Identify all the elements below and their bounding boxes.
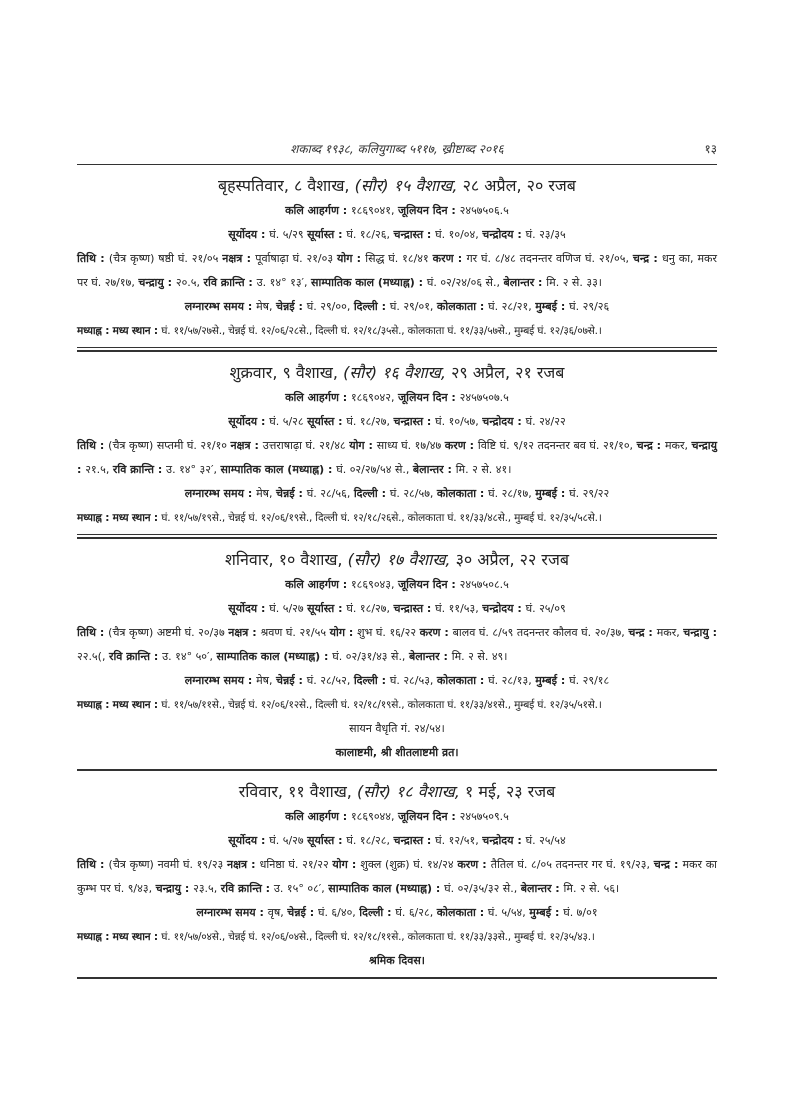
page-number: १३ [704, 142, 717, 156]
field-label: मध्याह्न : मध्य स्थान : [77, 931, 162, 943]
field-label: बेलान्तर : [408, 650, 452, 663]
field-value: मेष, [256, 300, 277, 313]
field-value: घं. २८/५३, [389, 674, 437, 687]
day-entry [77, 779, 717, 979]
field-label: तिथि : [77, 626, 109, 639]
field-value: घं. ५/२७ [269, 602, 308, 615]
day-title-post: ३० अप्रैल, २२ रजब [450, 550, 569, 569]
field-value: घं. ११/५३, [435, 602, 483, 615]
field-value: (चैत्र कृष्ण) षष्ठी घं. २१/०५ [108, 252, 223, 265]
field-value: १८६९०४३, [350, 578, 398, 591]
field-value: बालव घं. ८/५९ तदनन्तर कौलव घं. २०/३७, [452, 626, 629, 639]
field-label: साम्पातिक काल (मध्याह्न) : [311, 276, 427, 289]
field-value: घं. २३/३५ [525, 228, 566, 241]
field-label: योग : [332, 858, 361, 871]
day-entry [77, 173, 717, 352]
day-title-italic: (सौर) १८ वैशाख, [356, 782, 460, 801]
field-label: तिथि : [77, 858, 109, 871]
field-value: घं. ५/५४, [487, 906, 530, 919]
field-value: घं. २९/००, [306, 300, 354, 313]
header-rule [77, 164, 717, 165]
day-title-pre: शनिवार, १० वैशाख, [225, 550, 348, 569]
field-label: बेलान्तर : [503, 276, 547, 289]
field-value: धनिष्ठा घं. २१/२२ [259, 858, 333, 871]
field-label: साम्पातिक काल (मध्याह्न) : [216, 650, 333, 663]
field-label: चन्द्रायु : [683, 626, 717, 639]
field-label: कोलकाता : [436, 674, 489, 687]
field-value: घं. ०२/३१/४३ से., [332, 650, 409, 663]
field-label: नक्षत्र : [230, 439, 263, 452]
field-value: घं. ६/४०, [317, 906, 360, 919]
field-label: चन्द्रोदय : [482, 415, 526, 428]
field-value: घं. ६/२८, [395, 906, 437, 919]
section-divider [77, 534, 717, 539]
field-value: मि. २ से. ४१। [455, 463, 512, 476]
field-label: योग : [329, 626, 358, 639]
day-entry [77, 547, 717, 771]
field-label: कलि आहर्गण : [285, 204, 351, 217]
day-line-ln [77, 949, 717, 973]
field-value: पूर्वाषाढ़ा घं. २१/०३ [255, 252, 337, 265]
day-line-madh [77, 925, 717, 949]
field-value: मि. २ से. ३३। [546, 276, 602, 289]
field-value: घं. ११/५७/११से., चेन्नई घं. १२/०६/१२से., दिल्ली घं. १२/१८/१९से., कोलकाता घं. ११/३३/४१से., मुम्बई घं. १२/३५/५१से.। [161, 699, 602, 711]
section-divider [77, 769, 717, 771]
field-value: घं. २४/२२ [525, 415, 566, 428]
field-value: (चैत्र कृष्ण) सप्तमी घं. २१/१० [108, 439, 231, 452]
field-label: करण : [432, 252, 467, 265]
field-value: शुभ घं. १६/२२ [357, 626, 420, 639]
field-value: मि. २ से. ४९। [451, 650, 508, 663]
field-value: घं. १२/५१, [435, 834, 483, 847]
field-value: घं. ७/०१ [563, 906, 598, 919]
field-label: मुम्बई : [535, 674, 570, 687]
field-value: २४५७५०७.५ [459, 391, 509, 404]
field-value: घं. १८/२८, [346, 834, 394, 847]
field-label: सूर्यास्त : [307, 415, 347, 428]
field-label: सूर्योदय : [228, 415, 270, 428]
field-value: घं. २८/२१, [488, 300, 536, 313]
field-label: कालाष्टमी, श्री शीतलाष्टमी व्रत। [335, 746, 459, 759]
field-value: घं. १८/२६, [346, 228, 394, 241]
field-value: उ. १४° ३२′, [166, 463, 221, 476]
day-line-ln [77, 829, 717, 853]
field-value: सिद्ध घं. १८/४१ [365, 252, 433, 265]
day-line-ln [77, 573, 717, 597]
field-value: घं. २८/५६, [306, 487, 354, 500]
day-title [77, 173, 717, 199]
field-label: तिथि : [77, 252, 109, 265]
field-value: २४५७५०८.५ [459, 578, 509, 591]
section-divider [77, 977, 717, 979]
field-value: २३.५, [193, 882, 221, 895]
field-label: चन्द्रायु : [155, 882, 194, 895]
field-label: चेन्नई : [276, 300, 307, 313]
field-label: चन्द्रोदय : [482, 834, 526, 847]
field-value: (चैत्र कृष्ण) नवमी घं. १९/२३ [108, 858, 227, 871]
field-label: सूर्योदय : [228, 602, 270, 615]
day-title-post: १ मई, २३ रजब [459, 782, 556, 801]
field-label: श्रमिक दिवस। [369, 954, 425, 967]
day-line-ln [77, 805, 717, 829]
day-line-ln [77, 386, 717, 410]
day-title [77, 360, 717, 386]
field-value: १८६९०४२, [350, 391, 398, 404]
field-value: मकर का कुम्भ पर घं. ९/४३, [77, 858, 718, 895]
field-value: २४५७५०६.५ [459, 204, 509, 217]
field-value: १८६९०४१, [350, 204, 398, 217]
field-value: उ. १४° ५०′, [162, 650, 217, 663]
field-label: मुम्बई : [535, 300, 570, 313]
field-value: घं. ११/५७/१९से., चेन्नई घं. १२/०६/१९से., दिल्ली घं. १२/१८/२६से., कोलकाता घं. ११/३३/४८से., मुम्बई घं. १२/३५/५८से.। [161, 512, 602, 524]
field-label: चन्द्र : [628, 626, 657, 639]
field-label: साम्पातिक काल (मध्याह्न) : [220, 463, 337, 476]
field-label: सूर्योदय : [228, 834, 270, 847]
day-line-ln [77, 901, 717, 925]
field-label: चेन्नई : [276, 487, 307, 500]
day-entry [77, 360, 717, 539]
field-value: मेष, [256, 674, 277, 687]
field-label: तिथि : [77, 439, 109, 452]
day-line-para [77, 853, 717, 901]
field-label: जूलियन दिन : [398, 204, 460, 217]
day-title-pre: रविवार, ११ वैशाख, [238, 782, 357, 801]
header-title: शकाब्द १९३८, कलियुगाब्द ५११७, ख्रीष्टाब्द २०१६ [290, 142, 504, 156]
field-label: रवि क्रान्ति : [203, 276, 257, 289]
day-line-ln [77, 717, 717, 741]
field-label: चन्द्रायु : [138, 276, 176, 289]
field-value: घं. १०/०४, [435, 228, 483, 241]
field-label: चन्द्रास्त : [393, 834, 436, 847]
field-label: मुम्बई : [535, 487, 570, 500]
field-label: बेलान्तर : [520, 882, 564, 895]
day-entries [77, 173, 717, 979]
field-label: चन्द्रास्त : [393, 415, 436, 428]
field-value: मेष, [256, 487, 277, 500]
field-value: घं. २९/१८ [569, 674, 610, 687]
field-value: शुक्ल (शुक्र) घं. १४/२४ [360, 858, 458, 871]
field-value: गर घं. ८/४८ तदनन्तर वणिज घं. २१/०५, [466, 252, 633, 265]
field-label: करण : [457, 858, 491, 871]
field-value: घं. ५/२७ [269, 834, 308, 847]
day-line-madh [77, 693, 717, 717]
field-label: मध्याह्न : मध्य स्थान : [77, 699, 162, 711]
field-label: चेन्नई : [287, 906, 318, 919]
field-label: मध्याह्न : मध्य स्थान : [77, 325, 162, 337]
day-line-ln [77, 295, 717, 319]
field-value: घं. २९/०१, [389, 300, 437, 313]
field-value: घं. २८/१३, [488, 674, 536, 687]
field-value: (चैत्र कृष्ण) अष्टमी घं. २०/३७ [108, 626, 229, 639]
field-label: चन्द्र : [632, 252, 662, 265]
field-value: २१.५, [85, 463, 113, 476]
field-label: कलि आहर्गण : [285, 578, 351, 591]
field-label: चन्द्र : [636, 439, 665, 452]
field-label: नक्षत्र : [222, 252, 256, 265]
field-label: लग्नारम्भ समय : [184, 487, 257, 500]
day-title [77, 547, 717, 573]
day-line-madh [77, 506, 717, 530]
field-label: रवि क्रान्ति : [108, 650, 163, 663]
field-label: चन्द्रास्त : [393, 602, 436, 615]
field-value: घं. २९/२२ [569, 487, 610, 500]
field-label: लग्नारम्भ समय : [184, 674, 257, 687]
day-line-para [77, 621, 717, 669]
field-value: घं. १८/२७, [346, 415, 394, 428]
day-title [77, 779, 717, 805]
field-label: योग : [336, 252, 366, 265]
day-title-italic: (सौर) १६ वैशाख, [343, 363, 446, 382]
day-line-ln [77, 223, 717, 247]
field-label: नक्षत्र : [227, 858, 260, 871]
field-label: रवि क्रान्ति : [220, 882, 274, 895]
field-label: दिल्ली : [353, 674, 390, 687]
field-label: दिल्ली : [359, 906, 396, 919]
day-line-madh [77, 319, 717, 343]
field-label: कोलकाता : [436, 300, 489, 313]
field-value: तैतिल घं. ८/०५ तदनन्तर गर घं. १९/२३, [490, 858, 654, 871]
field-label: जूलियन दिन : [398, 578, 460, 591]
field-label: सूर्यास्त : [307, 602, 347, 615]
field-label: चन्द्रास्त : [393, 228, 436, 241]
day-title-pre: शुक्रवार, ९ वैशाख, [229, 363, 344, 382]
field-value: घं. ०२/३५/३२ से., [444, 882, 521, 895]
field-value: घं. २९/२६ [569, 300, 610, 313]
field-value: उ. १५° ०८′, [273, 882, 329, 895]
field-label: साम्पातिक काल (मध्याह्न) : [328, 882, 445, 895]
field-label: कोलकाता : [436, 487, 489, 500]
day-line-para [77, 247, 717, 295]
field-label: योग : [349, 439, 377, 452]
field-label: सूर्योदय : [228, 228, 270, 241]
field-value: उत्तराषाढ़ा घं. २१/४८ [262, 439, 350, 452]
section-divider [77, 347, 717, 352]
field-value: घं. २८/५२, [306, 674, 354, 687]
field-value: घं. ०२/२७/५४ से., [336, 463, 413, 476]
field-label: जूलियन दिन : [398, 391, 460, 404]
field-label: चेन्नई : [276, 674, 307, 687]
day-line-ln [77, 482, 717, 506]
field-value: घं. ५/२९ [269, 228, 308, 241]
field-label: कोलकाता : [436, 906, 488, 919]
field-value: घं. ५/२८ [269, 415, 308, 428]
field-label: कलि आहर्गण : [285, 810, 351, 823]
day-line-ln [77, 410, 717, 434]
day-title-italic: (सौर) १७ वैशाख, [347, 550, 451, 569]
field-label: दिल्ली : [353, 300, 390, 313]
field-label: बेलान्तर : [412, 463, 456, 476]
day-title-post: २८ अप्रैल, २० रजब [457, 176, 576, 195]
field-label: नक्षत्र : [228, 626, 261, 639]
day-line-para [77, 434, 717, 482]
field-label: रवि क्रान्ति : [112, 463, 167, 476]
day-title-post: २९ अप्रैल, २१ रजब [445, 363, 565, 382]
field-value: साध्य घं. १७/४७ [376, 439, 445, 452]
field-value: २४५७५०९.५ [459, 810, 509, 823]
field-value: मकर, [664, 439, 692, 452]
day-line-ln [77, 669, 717, 693]
field-label: करण : [419, 626, 453, 639]
field-label: दिल्ली : [353, 487, 390, 500]
field-label: जूलियन दिन : [398, 810, 460, 823]
field-value: सायन वैधृति गं. २४/५४। [349, 722, 445, 735]
day-title-italic: (सौर) १५ वैशाख, [354, 176, 458, 195]
field-value: घं. ११/५७/०४से., चेन्नई घं. १२/०६/०४से., दिल्ली घं. १२/१८/११से., कोलकाता घं. ११/३३/३३से., मुम्बई घं. १२/३५/४३.। [161, 931, 595, 943]
field-label: चन्द्र : [653, 858, 683, 871]
calendar-page [77, 140, 717, 979]
day-title-pre: बृहस्पतिवार, ८ वैशाख, [218, 176, 355, 195]
field-label: चन्द्रायु : [77, 439, 717, 476]
field-label: कलि आहर्गण : [285, 391, 351, 404]
field-label: मध्याह्न : मध्य स्थान : [77, 512, 162, 524]
field-value: २०.५, [175, 276, 204, 289]
field-value: १८६९०४४, [350, 810, 398, 823]
field-value: घं. २५/५४ [525, 834, 566, 847]
field-value: घं. २८/१७, [488, 487, 536, 500]
field-label: मुम्बई : [529, 906, 564, 919]
field-value: मि. २ से. ५६। [563, 882, 620, 895]
field-value: २२.५(, [77, 650, 109, 663]
field-value: श्रवण घं. २१/५५ [260, 626, 330, 639]
field-value: घं. १८/२७, [346, 602, 394, 615]
day-line-ln [77, 199, 717, 223]
field-value: वृष, [267, 906, 288, 919]
field-label: करण : [444, 439, 478, 452]
day-line-ln [77, 597, 717, 621]
field-value: घं. २८/५७, [389, 487, 437, 500]
field-value: उ. १४° १३′, [256, 276, 312, 289]
field-label: चन्द्रोदय : [482, 228, 526, 241]
field-label: सूर्यास्त : [307, 834, 347, 847]
field-value: घं. २५/०९ [525, 602, 566, 615]
field-label: चन्द्रोदय : [482, 602, 526, 615]
field-label: सूर्यास्त : [307, 228, 347, 241]
running-header [77, 140, 717, 162]
field-value: घं. ११/५७/२७से., चेन्नई घं. १२/०६/२८से., दिल्ली घं. १२/१८/३५से., कोलकाता घं. ११/३३/५७से., मुम्बई घं. १२/३६/०७से.। [161, 325, 602, 337]
field-value: मकर, [656, 626, 684, 639]
field-value: घं. १०/५७, [435, 415, 483, 428]
field-value: घं. ०२/२४/०६ से., [426, 276, 504, 289]
field-label: लग्नारम्भ समय : [196, 906, 268, 919]
day-line-ln [77, 741, 717, 765]
field-value: धनु का, मकर पर घं. २७/१७, [77, 252, 717, 289]
field-value: विष्टि घं. ९/१२ तदनन्तर बव घं. २१/१०, [477, 439, 637, 452]
field-label: लग्नारम्भ समय : [184, 300, 257, 313]
